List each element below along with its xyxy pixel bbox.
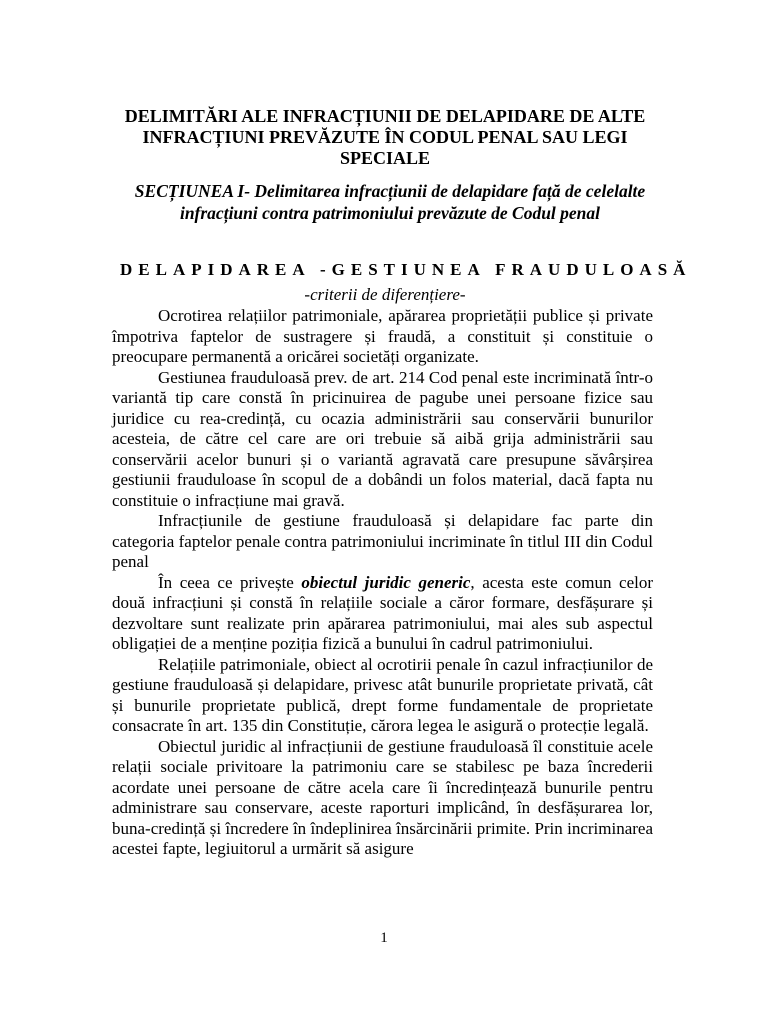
paragraph: Gestiunea frauduloasă prev. de art. 214 Cod penal este incriminată într-o variantă tip care constă în pricinuirea de pagube unei persoane fizice sau juridice cu rea-credință, cu ocazia administrării sau conservării bunurilor acesteia, de către cel care are ori trebuie să aibă grija administrării sau conservării acelor bunuri și o variantă agravată care presupune săvârșirea gestiunii frauduloase în scopul de a dobândi un folos material, dacă fapta nu constituie o infracțiune mai gravă. — [112, 367, 653, 510]
paragraph: Infracțiunile de gestiune frauduloasă și delapidare fac parte din categoria faptelor penale contra patrimoniului incriminate în titlul III din Codul penal — [112, 511, 653, 571]
page-number: 1 — [380, 930, 388, 946]
paragraph: Ocrotirea relațiilor patrimoniale, apărarea proprietății publice și private împotriva faptelor de sustragere și fraudă, a constituit și constituie o preocupare permanentă a oricărei societăți organizate. — [112, 306, 653, 366]
section-heading: SECȚIUNEA I- Delimitarea infracțiunii de delapidare față de celelalte infracțiuni contra patrimoniului prevăzute de Codul penal — [134, 181, 646, 223]
paragraph-text: În ceea ce privește — [158, 572, 302, 592]
paragraph: Obiectul juridic al infracțiunii de gestiune frauduloasă îl constituie acele relații sociale privitoare la patrimoniu care se stabilesc pe baza încrederii acordate unei persoane de către acela care îi încredințează bunurile pentru administrare sau conservare, aceste raporturi implicând, în desfășurarea lor, buna-credință și încredere în îndeplinirea însărcinării primite. Prin incriminarea acestei fapte, legiuitorul a urmărit să asigure — [112, 736, 653, 858]
paragraph-text: , acesta este comun celor două infracțiuni și constă în relațiile sociale a căror formare, desfășurare și dezvoltare sunt realizate prin apărarea patrimoniului, mai ales sub aspectul obligației de a menține poziția fizică a bunului în cadrul patrimoniului. — [112, 572, 654, 653]
paragraph: Relațiile patrimoniale, obiect al ocrotirii penale în cazul infracțiunilor de gestiune frauduloasă și delapidare, privesc atât bunurile proprietate privată, cât și bunurile proprietate publică, drept forme fundamentale de proprietate consacrate în art. 135 din Constituție, cărora legea le asigură o protecție legală. — [112, 654, 653, 735]
chapter-heading: DELAPIDAREA -GESTIUNEA FRAUDULOASĂ — [120, 260, 692, 279]
body-text — [112, 306, 653, 860]
emphasized-term: obiectul juridic generic — [301, 572, 471, 592]
chapter-subtitle: -criterii de diferențiere- — [304, 285, 466, 304]
paragraph — [112, 573, 653, 655]
document-title: DELIMITĂRI ALE INFRACȚIUNII DE DELAPIDARE DE ALTE INFRACȚIUNI PREVĂZUTE ÎN CODUL PENAL SAU LEGI SPECIALE — [124, 106, 646, 168]
